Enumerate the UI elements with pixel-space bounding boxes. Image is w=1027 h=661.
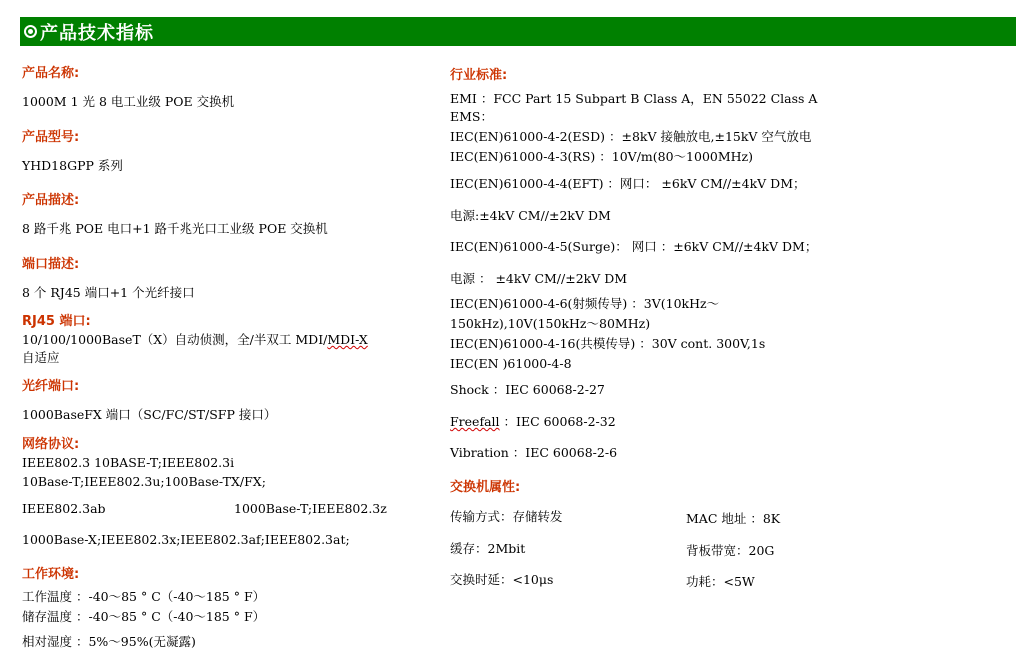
protocol-line-2: 10Base-T;IEEE802.3u;100Base-TX/FX; — [22, 474, 266, 489]
section-header — [20, 17, 1016, 46]
vibration-value: Vibration ：IEC 60068-2-6 — [450, 445, 618, 460]
surge-power-value: 电源 ： ±4kV CM//±2kV DM — [450, 271, 628, 286]
protocol-line-4: 1000Base-X;IEEE802.3x;IEEE802.3af;IEEE802.3at; — [22, 532, 350, 547]
model-value: YHD18GPP 系列 — [22, 158, 123, 173]
fiber-label: 光纤端口: — [22, 379, 80, 394]
rj45-label: RJ45 端口: — [22, 314, 91, 329]
protocol-line-3b: 1000Base-T;IEEE802.3z — [234, 501, 387, 516]
port-value: 8 个 RJ45 端口+1 个光纤接口 — [22, 285, 195, 300]
emi-value: EMI ：FCC Part 15 Subpart B Class A，EN 55022 Class A — [450, 91, 818, 106]
protocol-line-1: IEEE802.3 10BASE-T;IEEE802.3i — [22, 455, 235, 470]
model-label: 产品型号: — [22, 130, 80, 145]
esd-value: IEC(EN)61000-4-2(ESD) ：±8kV 接触放电,±15kV 空气放电 — [450, 129, 812, 144]
freefall-value — [450, 414, 616, 429]
rs-value: IEC(EN)61000-4-3(RS) ：10V/m(80～1000MHz) — [450, 149, 754, 164]
cs-line-1: IEC(EN)61000-4-6(射频传导) ：3V(10kHz～ — [450, 296, 720, 311]
eft-value: IEC(EN)61000-4-4(EFT) ：网口： ±6kV CM//±4kV DM； — [450, 176, 806, 191]
freefall-word: Freefall — [450, 414, 500, 429]
env-humidity: 相对湿度 ：5%～95%(无凝露) — [22, 634, 196, 649]
rj45-line-1 — [22, 332, 368, 347]
product-name-label: 产品名称: — [22, 66, 80, 81]
mac-address: MAC 地址 ：8K — [686, 511, 781, 526]
desc-label: 产品描述: — [22, 193, 80, 208]
ems-value: EMS： — [450, 109, 493, 124]
desc-value: 8 路千兆 POE 电口+1 路千兆光口工业级 POE 交换机 — [22, 221, 328, 236]
product-name-value: 1000M 1 光 8 电工业级 POE 交换机 — [22, 94, 235, 109]
fiber-value: 1000BaseFX 端口（SC/FC/ST/SFP 接口） — [22, 407, 277, 422]
iec8-value: IEC(EN )61000-4-8 — [450, 356, 572, 371]
standard-label: 行业标准: — [450, 68, 508, 83]
port-label: 端口描述: — [22, 257, 80, 272]
double-circle-icon — [24, 25, 37, 38]
env-storage-temp: 储存温度 ：-40～85 ° C（-40～185 ° F） — [22, 609, 266, 624]
transfer-mode: 传输方式：存储转发 — [450, 509, 563, 524]
rj45-mdix-text: MDI-X — [327, 332, 368, 347]
rj45-line-2: 自适应 — [22, 350, 60, 365]
shock-value: Shock ：IEC 60068-2-27 — [450, 382, 605, 397]
cm-value: IEC(EN)61000-4-16(共模传导) ：30V cont. 300V,1s — [450, 336, 766, 351]
switch-latency: 交换时延：<10μs — [450, 572, 554, 587]
switch-attr-label: 交换机属性: — [450, 480, 521, 495]
buffer-size: 缓存：2Mbit — [450, 541, 526, 556]
env-work-temp: 工作温度 ：-40～85 ° C（-40～185 ° F） — [22, 589, 266, 604]
cs-line-2: 150kHz),10V(150kHz～80MHz) — [450, 316, 651, 331]
section-title: 产品技术指标 — [40, 22, 154, 44]
protocol-label: 网络协议: — [22, 437, 80, 452]
freefall-standard: ：IEC 60068-2-32 — [499, 414, 616, 429]
eft-power-value: 电源:±4kV CM//±2kV DM — [450, 208, 611, 223]
surge-value: IEC(EN)61000-4-5(Surge)： 网口 ：±6kV CM//±4kV DM； — [450, 239, 818, 254]
backplane-bandwidth: 背板带宽：20G — [686, 543, 775, 558]
rj45-line-1-text: 10/100/1000BaseT（X）自动侦测，全/半双工 MDI/ — [22, 332, 328, 347]
protocol-line-3a: IEEE802.3ab — [22, 501, 106, 516]
power-consumption: 功耗：<5W — [686, 574, 755, 589]
env-label: 工作环境: — [22, 567, 80, 582]
